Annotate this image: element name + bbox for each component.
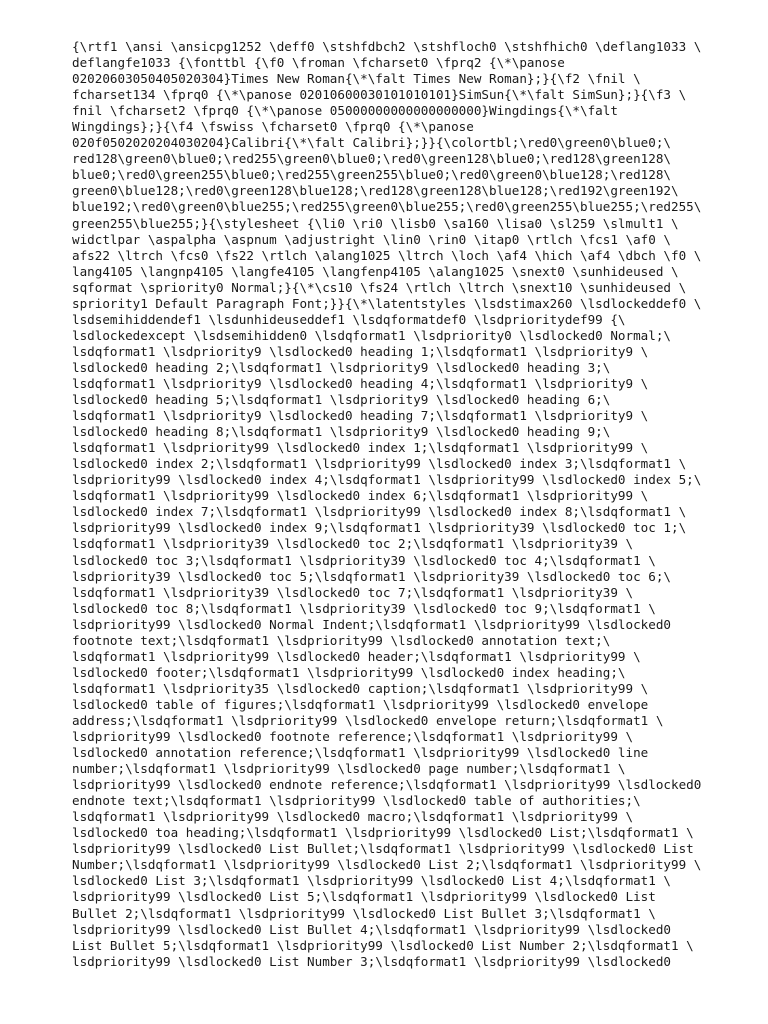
text-line: fnil \fcharset2 \fprq0 {\*\panose 05000000000000000000}Wingdings{\*\falt <box>72 103 618 119</box>
text-line: endnote text;\lsdqformat1 \lsdpriority99 \lsdlocked0 table of authorities;\ <box>72 793 641 809</box>
text-line: lsdlocked0 index 7;\lsdqformat1 \lsdpriority99 \lsdlocked0 index 8;\lsdqformat1 \ <box>72 504 687 520</box>
text-line: lsdqformat1 \lsdpriority99 \lsdlocked0 index 1;\lsdqformat1 \lsdpriority99 \ <box>72 440 649 456</box>
text-line: blue0;\red0\green255\blue0;\red255\green255\blue0;\red0\green0\blue128;\red128\ <box>72 167 671 183</box>
text-line: {\rtf1 \ansi \ansicpg1252 \deff0 \stshfdbch2 \stshfloch0 \stshfhich0 \deflang1033 \ <box>72 39 702 54</box>
text-line: lsdqformat1 \lsdpriority35 \lsdlocked0 caption;\lsdqformat1 \lsdpriority99 \ <box>72 680 649 696</box>
text-line: address;\lsdqformat1 \lsdpriority99 \lsdlocked0 envelope return;\lsdqformat1 \ <box>72 712 664 728</box>
text-line: blue192;\red0\green0\blue255;\red255\green0\blue255;\red0\green255\blue255;\red255\ <box>72 199 702 215</box>
text-line: lsdlocked0 annotation reference;\lsdqformat1 \lsdpriority99 \lsdlocked0 line <box>72 745 649 761</box>
text-line: deflangfe1033 {\fonttbl {\f0 \froman \fcharset0 \fprq2 {\*\panose <box>72 55 565 71</box>
text-line: lsdqformat1 \lsdpriority39 \lsdlocked0 toc 2;\lsdqformat1 \lsdpriority39 \ <box>72 536 634 552</box>
text-line: afs22 \ltrch \fcs0 \fs22 \rtlch \alang1025 \ltrch \loch \af4 \hich \af4 \dbch \f0 \ <box>72 247 702 263</box>
text-line: lsdqformat1 \lsdpriority99 \lsdlocked0 macro;\lsdqformat1 \lsdpriority99 \ <box>72 809 634 825</box>
text-line: lsdpriority99 \lsdlocked0 index 9;\lsdqformat1 \lsdpriority39 \lsdlocked0 toc 1;\ <box>72 520 687 536</box>
text-line: lsdlocked0 toc 3;\lsdqformat1 \lsdpriority39 \lsdlocked0 toc 4;\lsdqformat1 \ <box>72 552 656 568</box>
text-line: List Bullet 5;\lsdqformat1 \lsdpriority99 \lsdlocked0 List Number 2;\lsdqformat1 \ <box>72 937 694 953</box>
text-line: number;\lsdqformat1 \lsdpriority99 \lsdlocked0 page number;\lsdqformat1 \ <box>72 761 626 777</box>
text-line: sqformat \spriority0 Normal;}{\*\cs10 \fs24 \rtlch \ltrch \snext10 \sunhideused \ <box>72 279 687 295</box>
text-line: lsdlocked0 index 2;\lsdqformat1 \lsdpriority99 \lsdlocked0 index 3;\lsdqformat1 \ <box>72 456 687 472</box>
text-line: lsdlockedexcept \lsdsemihidden0 \lsdqformat1 \lsdpriority0 \lsdlocked0 Normal;\ <box>72 327 671 343</box>
text-line: fcharset134 \fprq0 {\*\panose 02010600030101010101}SimSun{\*\falt SimSun};}{\f3 \ <box>72 87 687 103</box>
text-line: lsdpriority99 \lsdlocked0 endnote reference;\lsdqformat1 \lsdpriority99 \lsdlocked0 <box>72 777 702 793</box>
text-line: lsdlocked0 List 3;\lsdqformat1 \lsdpriority99 \lsdlocked0 List 4;\lsdqformat1 \ <box>72 873 671 889</box>
text-line: lsdpriority99 \lsdlocked0 List Bullet;\lsdqformat1 \lsdpriority99 \lsdlocked0 List <box>72 841 694 857</box>
text-line: lsdpriority99 \lsdlocked0 footnote reference;\lsdqformat1 \lsdpriority99 \ <box>72 729 634 745</box>
text-line: green255\blue255;}{\stylesheet {\li0 \ri0 \lisb0 \sa160 \lisa0 \sl259 \slmult1 \ <box>72 215 679 231</box>
text-line: lsdlocked0 heading 2;\lsdqformat1 \lsdpriority9 \lsdlocked0 heading 3;\ <box>72 359 611 375</box>
text-line: footnote text;\lsdqformat1 \lsdpriority99 \lsdlocked0 annotation text;\ <box>72 632 611 648</box>
text-line: lsdpriority99 \lsdlocked0 List Bullet 4;\lsdqformat1 \lsdpriority99 \lsdlocked0 <box>72 921 671 937</box>
text-line: lang4105 \langnp4105 \langfe4105 \langfenp4105 \alang1025 \snext0 \sunhideused \ <box>72 263 679 279</box>
text-line: 02020603050405020304}Times New Roman{\*\falt Times New Roman};}{\f2 \fnil \ <box>72 71 641 87</box>
text-line: lsdpriority99 \lsdlocked0 Normal Indent;\lsdqformat1 \lsdpriority99 \lsdlocked0 <box>72 616 671 632</box>
text-line: green0\blue128;\red0\green128\blue128;\red128\green128\blue128;\red192\green192\ <box>72 183 679 199</box>
rtf-source-text <box>72 39 704 970</box>
text-line: lsdlocked0 heading 8;\lsdqformat1 \lsdpriority9 \lsdlocked0 heading 9;\ <box>72 424 611 440</box>
text-line: red128\green0\blue0;\red255\green0\blue0;\red0\green128\blue0;\red128\green128\ <box>72 151 671 167</box>
text-line: Wingdings};}{\f4 \fswiss \fcharset0 \fprq0 {\*\panose <box>72 119 474 135</box>
text-line: spriority1 Default Paragraph Font;}}{\*\latentstyles \lsdstimax260 \lsdlockeddef0 \ <box>72 295 702 311</box>
text-line: lsdlocked0 toa heading;\lsdqformat1 \lsdpriority99 \lsdlocked0 List;\lsdqformat1 \ <box>72 825 694 841</box>
text-line: lsdqformat1 \lsdpriority39 \lsdlocked0 toc 7;\lsdqformat1 \lsdpriority39 \ <box>72 584 634 600</box>
text-line: lsdpriority99 \lsdlocked0 List 5;\lsdqformat1 \lsdpriority99 \lsdlocked0 List <box>72 889 656 905</box>
text-line: lsdqformat1 \lsdpriority99 \lsdlocked0 header;\lsdqformat1 \lsdpriority99 \ <box>72 648 641 664</box>
text-line: Number;\lsdqformat1 \lsdpriority99 \lsdlocked0 List 2;\lsdqformat1 \lsdpriority99 \ <box>72 857 702 873</box>
text-line: lsdpriority99 \lsdlocked0 index 4;\lsdqformat1 \lsdpriority99 \lsdlocked0 index 5;\ <box>72 472 702 488</box>
text-line: lsdpriority39 \lsdlocked0 toc 5;\lsdqformat1 \lsdpriority39 \lsdlocked0 toc 6;\ <box>72 568 671 584</box>
text-line: Bullet 2;\lsdqformat1 \lsdpriority99 \lsdlocked0 List Bullet 3;\lsdqformat1 \ <box>72 905 656 921</box>
text-line: lsdlocked0 toc 8;\lsdqformat1 \lsdpriority39 \lsdlocked0 toc 9;\lsdqformat1 \ <box>72 600 656 616</box>
text-line: lsdsemihiddendef1 \lsdunhideuseddef1 \lsdqformatdef0 \lsdprioritydef99 {\ <box>72 311 626 327</box>
text-line: widctlpar \aspalpha \aspnum \adjustright \lin0 \rin0 \itap0 \rtlch \fcs1 \af0 \ <box>72 231 671 247</box>
text-line: lsdqformat1 \lsdpriority9 \lsdlocked0 heading 4;\lsdqformat1 \lsdpriority9 \ <box>72 375 649 391</box>
text-line: 020f0502020204030204}Calibri{\*\falt Calibri};}}{\colortbl;\red0\green0\blue0;\ <box>72 135 671 151</box>
text-line: lsdqformat1 \lsdpriority99 \lsdlocked0 index 6;\lsdqformat1 \lsdpriority99 \ <box>72 488 649 504</box>
text-line: lsdlocked0 heading 5;\lsdqformat1 \lsdpriority9 \lsdlocked0 heading 6;\ <box>72 392 611 408</box>
text-line: lsdqformat1 \lsdpriority9 \lsdlocked0 heading 7;\lsdqformat1 \lsdpriority9 \ <box>72 408 649 424</box>
text-line: lsdlocked0 footer;\lsdqformat1 \lsdpriority99 \lsdlocked0 index heading;\ <box>72 664 626 680</box>
text-line: lsdqformat1 \lsdpriority9 \lsdlocked0 heading 1;\lsdqformat1 \lsdpriority9 \ <box>72 343 649 359</box>
text-line: lsdpriority99 \lsdlocked0 List Number 3;\lsdqformat1 \lsdpriority99 \lsdlocked0 <box>72 953 671 969</box>
text-line: lsdlocked0 table of figures;\lsdqformat1 \lsdpriority99 \lsdlocked0 envelope <box>72 696 649 712</box>
